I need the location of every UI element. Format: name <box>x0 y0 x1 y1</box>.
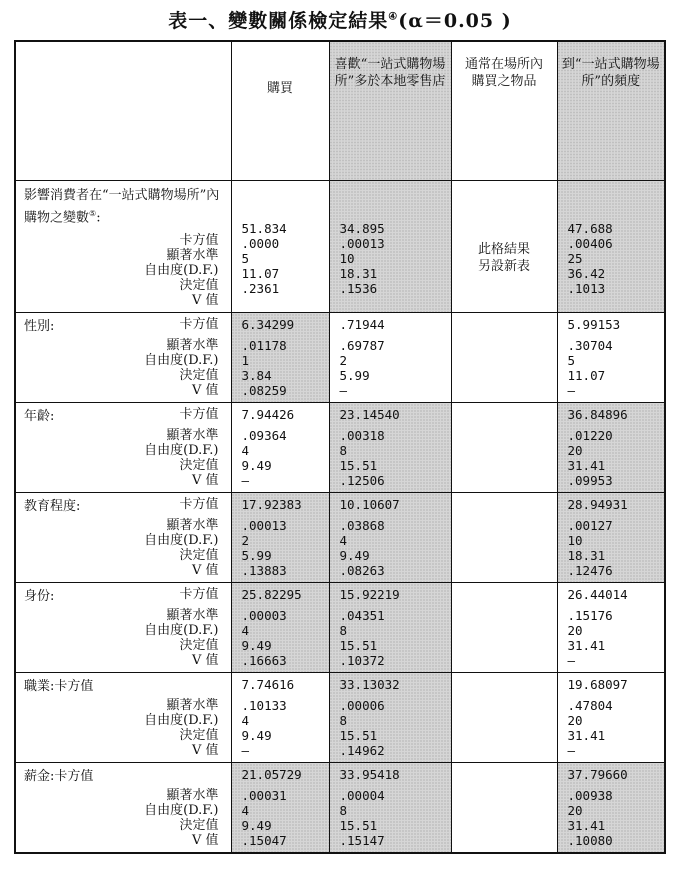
purchase-values <box>231 403 329 493</box>
prefer-values <box>329 313 451 403</box>
items-cell <box>451 313 557 403</box>
header-visit-frequency: 到“一站式購物場所”的頻度 <box>557 41 665 181</box>
frequency-values <box>557 493 665 583</box>
frequency-values <box>557 673 665 763</box>
title-note-ref: ④ <box>388 11 399 23</box>
value: 26.44014 <box>567 587 628 603</box>
row-label-cell <box>15 673 231 763</box>
section-name: 身份: <box>24 589 55 605</box>
purchase-values <box>231 313 329 403</box>
table-row <box>15 181 665 313</box>
value: 36.42 <box>567 266 606 281</box>
value: 9.49 <box>339 548 370 564</box>
value: .01178 <box>241 338 287 354</box>
value: 11.07 <box>567 368 606 384</box>
purchase-values <box>231 763 329 854</box>
value: .09364 <box>241 428 287 444</box>
row-label-cell <box>15 403 231 493</box>
value: 10 <box>339 251 355 266</box>
value: .00003 <box>241 608 287 624</box>
stat-label: V 值 <box>191 293 219 309</box>
table-row <box>15 403 665 493</box>
stat-label: 顯著水準 <box>166 518 219 534</box>
stat-label: 決定值 <box>179 818 219 834</box>
row-label-cell <box>15 313 231 403</box>
value: 15.51 <box>339 638 378 654</box>
value: 33.95418 <box>339 767 400 783</box>
value: 15.51 <box>339 728 378 744</box>
value: 33.13032 <box>339 677 400 693</box>
value: 4 <box>241 623 250 639</box>
value: .1536 <box>339 281 378 296</box>
note-line: 另設新表 <box>477 259 530 274</box>
value: .1013 <box>567 281 606 296</box>
row-label-cell <box>15 181 231 313</box>
value: .00127 <box>567 518 613 534</box>
stat-label: V 值 <box>191 473 219 489</box>
value: .09953 <box>567 473 613 489</box>
value: .10133 <box>241 698 287 714</box>
stat-label: 自由度(D.F.) <box>144 713 219 729</box>
value: .13883 <box>241 563 287 579</box>
value: 17.92383 <box>241 497 302 513</box>
value: 2 <box>339 353 348 369</box>
stat-label: 自由度(D.F.) <box>144 443 219 459</box>
stat-label: 顯著水準 <box>166 248 219 264</box>
stat-label: 決定值 <box>179 728 219 744</box>
value: .14962 <box>339 743 385 759</box>
value: .16663 <box>241 653 287 669</box>
stat-label: V 值 <box>191 833 219 849</box>
header-purchase: 購買 <box>231 41 329 181</box>
stat-label: 卡方值 <box>179 497 219 513</box>
value: .08263 <box>339 563 385 579</box>
value: 4 <box>241 443 250 459</box>
value: 1 <box>241 353 250 369</box>
purchase-values <box>231 673 329 763</box>
value: .2361 <box>241 281 280 296</box>
stat-label: 自由度(D.F.) <box>144 623 219 639</box>
stat-label: 顯著水準 <box>166 698 219 714</box>
prefer-values <box>329 673 451 763</box>
items-cell <box>451 673 557 763</box>
value: 8 <box>339 443 348 459</box>
frequency-values <box>557 313 665 403</box>
header-items-bought: 通常在場所內購買之物品 <box>451 41 557 181</box>
value: .15047 <box>241 833 287 849</box>
purchase-values <box>231 181 329 313</box>
value: .12506 <box>339 473 385 489</box>
stat-label: V 值 <box>191 653 219 669</box>
prefer-values <box>329 763 451 854</box>
stat-label: 卡方值 <box>179 407 219 423</box>
value: .12476 <box>567 563 613 579</box>
value: 11.07 <box>241 266 280 281</box>
stat-label: V 值 <box>191 743 219 759</box>
stat-label: 顯著水準 <box>166 788 219 804</box>
value: 31.41 <box>567 818 606 834</box>
table-body <box>15 181 665 854</box>
value: 5 <box>567 353 576 369</box>
stat-label: 自由度(D.F.) <box>144 533 219 549</box>
value: 21.05729 <box>241 767 302 783</box>
prefer-values <box>329 493 451 583</box>
value: — <box>567 383 576 399</box>
value: .03868 <box>339 518 385 534</box>
table-row <box>15 763 665 854</box>
value: 18.31 <box>339 266 378 281</box>
value: 18.31 <box>567 548 606 564</box>
section-name: 職業:卡方值 <box>24 679 94 695</box>
value: .69787 <box>339 338 385 354</box>
table-row <box>15 673 665 763</box>
prefer-values <box>329 583 451 673</box>
prefer-values <box>329 181 451 313</box>
frequency-values <box>557 763 665 854</box>
value: .00318 <box>339 428 385 444</box>
value: 8 <box>339 623 348 639</box>
stat-label: 自由度(D.F.) <box>144 353 219 369</box>
value: 25.82295 <box>241 587 302 603</box>
items-cell <box>451 763 557 854</box>
title-main: 表一、變數關係檢定結果 <box>168 10 389 32</box>
table-row <box>15 493 665 583</box>
table-title <box>0 6 680 33</box>
intro-text: 影響消費者在“一站式購物場所”內購物之變數⑤: <box>24 188 220 226</box>
value: .00013 <box>339 236 385 251</box>
value: 9.49 <box>241 638 272 654</box>
value: .00406 <box>567 236 613 251</box>
value: 5 <box>241 251 250 266</box>
value: 4 <box>241 803 250 819</box>
stat-label: 決定值 <box>179 548 219 564</box>
purchase-values <box>231 583 329 673</box>
value: — <box>241 743 250 759</box>
row-label-cell <box>15 763 231 854</box>
section-name: 性別: <box>24 319 55 335</box>
value: — <box>567 743 576 759</box>
value: 8 <box>339 713 348 729</box>
stat-label: 決定值 <box>179 368 219 384</box>
value: 20 <box>567 713 583 729</box>
value: .08259 <box>241 383 287 399</box>
value: .00006 <box>339 698 385 714</box>
value: 5.99153 <box>567 317 621 333</box>
value: 7.74616 <box>241 677 295 693</box>
value: .00938 <box>567 788 613 804</box>
value: 31.41 <box>567 458 606 474</box>
value: 10.10607 <box>339 497 400 513</box>
value: — <box>241 473 250 489</box>
stat-labels <box>24 233 223 308</box>
value: .00031 <box>241 788 287 804</box>
value: 7.94426 <box>241 407 295 423</box>
value: 51.834 <box>241 221 287 236</box>
value: 4 <box>241 713 250 729</box>
value: .47804 <box>567 698 613 714</box>
value: — <box>567 653 576 669</box>
stat-label: 卡方值 <box>179 587 219 603</box>
value: 34.895 <box>339 221 385 236</box>
value: 6.34299 <box>241 317 295 333</box>
items-cell <box>451 583 557 673</box>
value: — <box>339 383 348 399</box>
table-row <box>15 583 665 673</box>
value: 5.99 <box>339 368 370 384</box>
frequency-values <box>557 583 665 673</box>
value: 10 <box>567 533 583 549</box>
title-alpha: (α＝0.05 ) <box>398 10 512 32</box>
row-label-cell <box>15 493 231 583</box>
value: 8 <box>339 803 348 819</box>
value: 37.79660 <box>567 767 628 783</box>
stat-label: 卡方值 <box>179 317 219 333</box>
value: .04351 <box>339 608 385 624</box>
table-row <box>15 313 665 403</box>
value: 31.41 <box>567 638 606 654</box>
value: 28.94931 <box>567 497 628 513</box>
value: 20 <box>567 623 583 639</box>
value: 36.84896 <box>567 407 628 423</box>
purchase-values <box>231 493 329 583</box>
stat-label: 自由度(D.F.) <box>144 263 219 279</box>
stat-label: 決定值 <box>179 278 219 294</box>
frequency-values <box>557 403 665 493</box>
value: 9.49 <box>241 728 272 744</box>
value: 5.99 <box>241 548 272 564</box>
value: .15176 <box>567 608 613 624</box>
value: .0000 <box>241 236 280 251</box>
value: 15.51 <box>339 818 378 834</box>
items-cell <box>451 403 557 493</box>
value: .00004 <box>339 788 385 804</box>
stat-label: 決定值 <box>179 458 219 474</box>
value: 47.688 <box>567 221 613 236</box>
items-cell <box>451 493 557 583</box>
stat-label: 決定值 <box>179 638 219 654</box>
value: 25 <box>567 251 583 266</box>
value: 20 <box>567 803 583 819</box>
header-blank <box>15 41 231 181</box>
value: .15147 <box>339 833 385 849</box>
value: 15.92219 <box>339 587 400 603</box>
section-name: 教育程度: <box>24 499 81 515</box>
note-line: 此格結果 <box>477 242 530 257</box>
value: 19.68097 <box>567 677 628 693</box>
section-name: 薪金:卡方值 <box>24 769 94 785</box>
value: 31.41 <box>567 728 606 744</box>
stat-label: 顯著水準 <box>166 338 219 354</box>
row-label-cell <box>15 583 231 673</box>
items-cell <box>451 181 557 313</box>
value: 3.84 <box>241 368 272 384</box>
stat-label: 卡方值 <box>179 233 219 249</box>
section-name: 年齡: <box>24 409 55 425</box>
prefer-values <box>329 403 451 493</box>
value: .10372 <box>339 653 385 669</box>
stat-label: 自由度(D.F.) <box>144 803 219 819</box>
value: 9.49 <box>241 458 272 474</box>
results-table <box>14 40 666 854</box>
header-row <box>15 41 665 181</box>
value: .71944 <box>339 317 385 333</box>
value: 2 <box>241 533 250 549</box>
value: .10080 <box>567 833 613 849</box>
value: 23.14540 <box>339 407 400 423</box>
value: .30704 <box>567 338 613 354</box>
value: .00013 <box>241 518 287 534</box>
value: .01220 <box>567 428 613 444</box>
stat-label: 顯著水準 <box>166 608 219 624</box>
value: 20 <box>567 443 583 459</box>
frequency-values <box>557 181 665 313</box>
value: 15.51 <box>339 458 378 474</box>
value: 4 <box>339 533 348 549</box>
stat-label: V 值 <box>191 383 219 399</box>
header-prefer-onestop: 喜歡“一站式購物場所”多於本地零售店 <box>329 41 451 181</box>
stat-label: V 值 <box>191 563 219 579</box>
stat-label: 顯著水準 <box>166 428 219 444</box>
value: 9.49 <box>241 818 272 834</box>
